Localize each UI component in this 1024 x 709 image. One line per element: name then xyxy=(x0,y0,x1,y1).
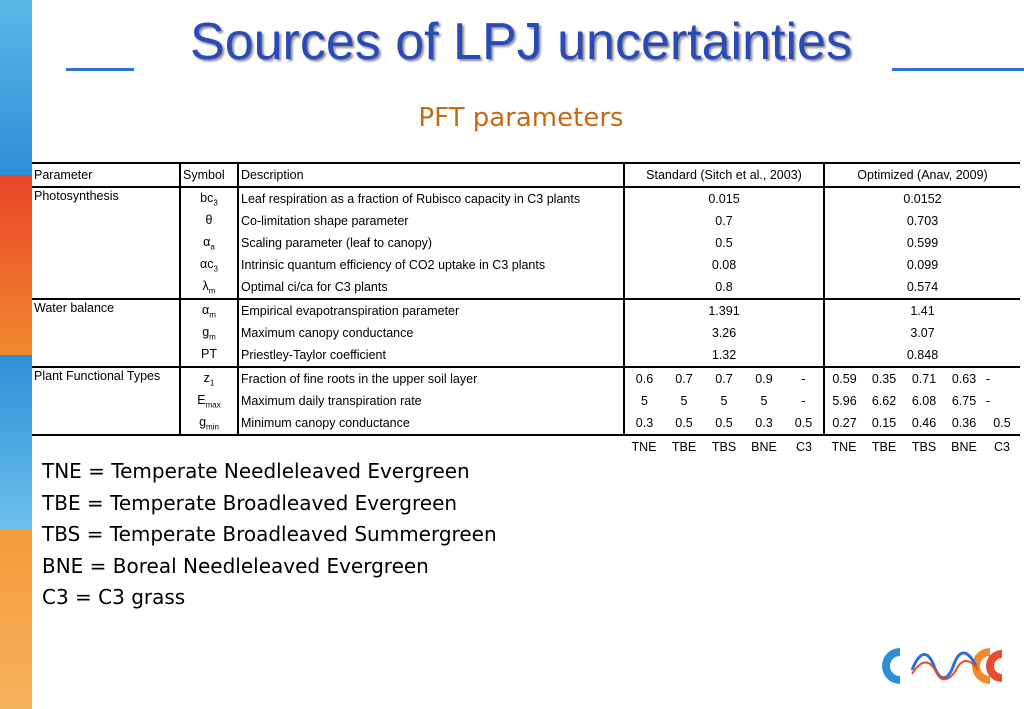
table-row xyxy=(32,344,1020,367)
symbol-cell: $bc_3$ xyxy=(180,187,238,210)
optimized-value: 0.703 xyxy=(906,214,939,228)
symbol-cell: PT xyxy=(180,344,238,367)
description-cell: Co-limitation shape parameter xyxy=(238,210,624,232)
standard-value: 0.6 xyxy=(635,372,654,386)
standard-value: 0.9 xyxy=(755,372,773,386)
abbreviation-item: TBS = Temperate Broadleaved Summergreen xyxy=(42,522,497,546)
header-optimized: Optimized (Anav, 2009) xyxy=(824,163,1020,187)
standard-value: 0.015 xyxy=(624,187,824,210)
standard-value: 5 xyxy=(680,394,688,408)
standard-value: 0.7 xyxy=(624,210,824,232)
pft-code: TBS xyxy=(911,440,937,454)
optimized-value: 0.36 xyxy=(944,412,984,435)
sidebar-segment xyxy=(0,355,32,530)
sidebar-segment xyxy=(0,175,32,355)
optimized-value: 6.08 xyxy=(911,394,937,408)
description-cell: Intrinsic quantum efficiency of CO2 uptake in C3 plants xyxy=(238,254,624,276)
optimized-value: 5.96 xyxy=(832,394,857,408)
symbol-cell: $E_{max}$ xyxy=(180,390,238,412)
table-row xyxy=(32,187,1020,210)
description-cell: Optimal ci/ca for C3 plants xyxy=(238,276,624,299)
table-header-row xyxy=(32,163,1020,187)
pft-code-row xyxy=(32,435,1020,458)
pft-code: BNE xyxy=(951,440,977,454)
optimized-value: 0.0152 xyxy=(903,192,942,206)
group-label-water-balance: Water balance xyxy=(32,299,180,367)
abbreviation-list xyxy=(42,456,497,614)
description-cell: Leaf respiration as a fraction of Rubisco capacity in C3 plants xyxy=(238,187,624,210)
standard-value: 0.7 xyxy=(715,372,733,386)
optimized-value: - xyxy=(986,394,991,408)
optimized-value: 0.599 xyxy=(906,236,939,250)
optimized-value: 0.27 xyxy=(824,412,864,435)
group-label-pft: Plant Functional Types xyxy=(32,367,180,435)
optimized-value: 0.848 xyxy=(824,344,1020,367)
table-row xyxy=(32,254,1020,276)
standard-value: 0.8 xyxy=(624,276,824,299)
header-symbol: Symbol xyxy=(180,163,238,187)
standard-value: 5 xyxy=(760,394,768,408)
symbol-cell: $\alpha c_3$ xyxy=(180,254,238,276)
header-description: Description xyxy=(238,163,624,187)
standard-value: 1.391 xyxy=(624,299,824,322)
header-standard: Standard (Sitch et al., 2003) xyxy=(624,163,824,187)
symbol-cell: $g_{min}$ xyxy=(180,412,238,435)
description-cell: Maximum canopy conductance xyxy=(238,322,624,344)
slide-subtitle: PFT parameters xyxy=(418,103,624,133)
sidebar-segment xyxy=(0,530,32,709)
standard-value: 0.3 xyxy=(744,412,784,435)
optimized-value: 0.15 xyxy=(864,412,904,435)
standard-value: - xyxy=(784,367,824,390)
symbol-cell: $\alpha_a$ xyxy=(180,232,238,254)
optimized-value: 0.35 xyxy=(871,372,897,386)
standard-value: 0.5 xyxy=(664,412,704,435)
pft-code: TBS xyxy=(711,440,737,454)
description-cell: Priestley-Taylor coefficient xyxy=(238,344,624,367)
symbol-cell: θ xyxy=(180,210,238,232)
optimized-value: 6.75 xyxy=(951,394,977,408)
table-row xyxy=(32,322,1020,344)
optimized-value: 0.574 xyxy=(824,276,1020,299)
abbreviation-item: TNE = Temperate Needleleaved Evergreen xyxy=(42,459,470,483)
symbol-cell: $g_m$ xyxy=(180,322,238,344)
standard-value: 0.3 xyxy=(624,412,664,435)
standard-value: 0.08 xyxy=(624,254,824,276)
symbol-cell: $\lambda_m$ xyxy=(180,276,238,299)
optimized-value: 1.41 xyxy=(910,304,935,318)
pft-code: C3 xyxy=(994,440,1010,454)
slide-title: Sources of LPJ uncertainties xyxy=(190,13,852,71)
standard-value: 0.5 xyxy=(784,412,824,435)
optimized-value: 0.5 xyxy=(984,412,1020,435)
description-cell: Scaling parameter (leaf to canopy) xyxy=(238,232,624,254)
standard-value: - xyxy=(784,390,824,412)
table-row xyxy=(32,390,1020,412)
optimized-value: 0.59 xyxy=(832,372,857,386)
abbreviation-item: C3 = C3 grass xyxy=(42,585,186,609)
header-parameter: Parameter xyxy=(32,163,180,187)
table-row xyxy=(32,412,1020,435)
optimized-value: 6.62 xyxy=(871,394,897,408)
cmcc-wave-logo-icon xyxy=(882,640,1006,692)
group-label-photosynthesis: Photosynthesis xyxy=(32,187,180,299)
pft-code: TBE xyxy=(871,440,897,454)
optimized-value: 0.099 xyxy=(906,258,939,272)
symbol-cell: $\alpha_m$ xyxy=(180,299,238,322)
description-cell: Empirical evapotranspiration parameter xyxy=(238,299,624,322)
optimized-value: - xyxy=(986,372,991,386)
standard-value: 0.5 xyxy=(704,412,744,435)
pft-code: TNE xyxy=(631,440,657,454)
standard-value: 5 xyxy=(720,394,728,408)
standard-value: 0.7 xyxy=(675,372,693,386)
pft-parameters-table xyxy=(32,162,1020,458)
standard-value: 1.32 xyxy=(624,344,824,367)
symbol-cell: $z_1$ xyxy=(180,367,238,390)
table-row xyxy=(32,367,1020,390)
optimized-value: 0.71 xyxy=(911,372,937,386)
pft-code: BNE xyxy=(751,440,777,454)
table-row xyxy=(32,299,1020,322)
pft-code: C3 xyxy=(796,440,812,454)
table-row xyxy=(32,210,1020,232)
standard-value: 3.26 xyxy=(624,322,824,344)
description-cell: Minimum canopy conductance xyxy=(238,412,624,435)
standard-value: 0.5 xyxy=(624,232,824,254)
pft-code: TNE xyxy=(831,440,857,454)
optimized-value: 0.63 xyxy=(951,372,977,386)
optimized-value: 0.46 xyxy=(904,412,944,435)
table-row xyxy=(32,276,1020,299)
abbreviation-item: BNE = Boreal Needleleaved Evergreen xyxy=(42,553,429,578)
table-row xyxy=(32,232,1020,254)
standard-value: 5 xyxy=(641,394,648,408)
description-cell: Fraction of fine roots in the upper soil layer xyxy=(238,367,624,390)
optimized-value: 3.07 xyxy=(910,326,935,340)
abbreviation-item: TBE = Temperate Broadleaved Evergreen xyxy=(42,490,458,515)
description-cell: Maximum daily transpiration rate xyxy=(238,390,624,412)
pft-code: TBE xyxy=(671,440,697,454)
